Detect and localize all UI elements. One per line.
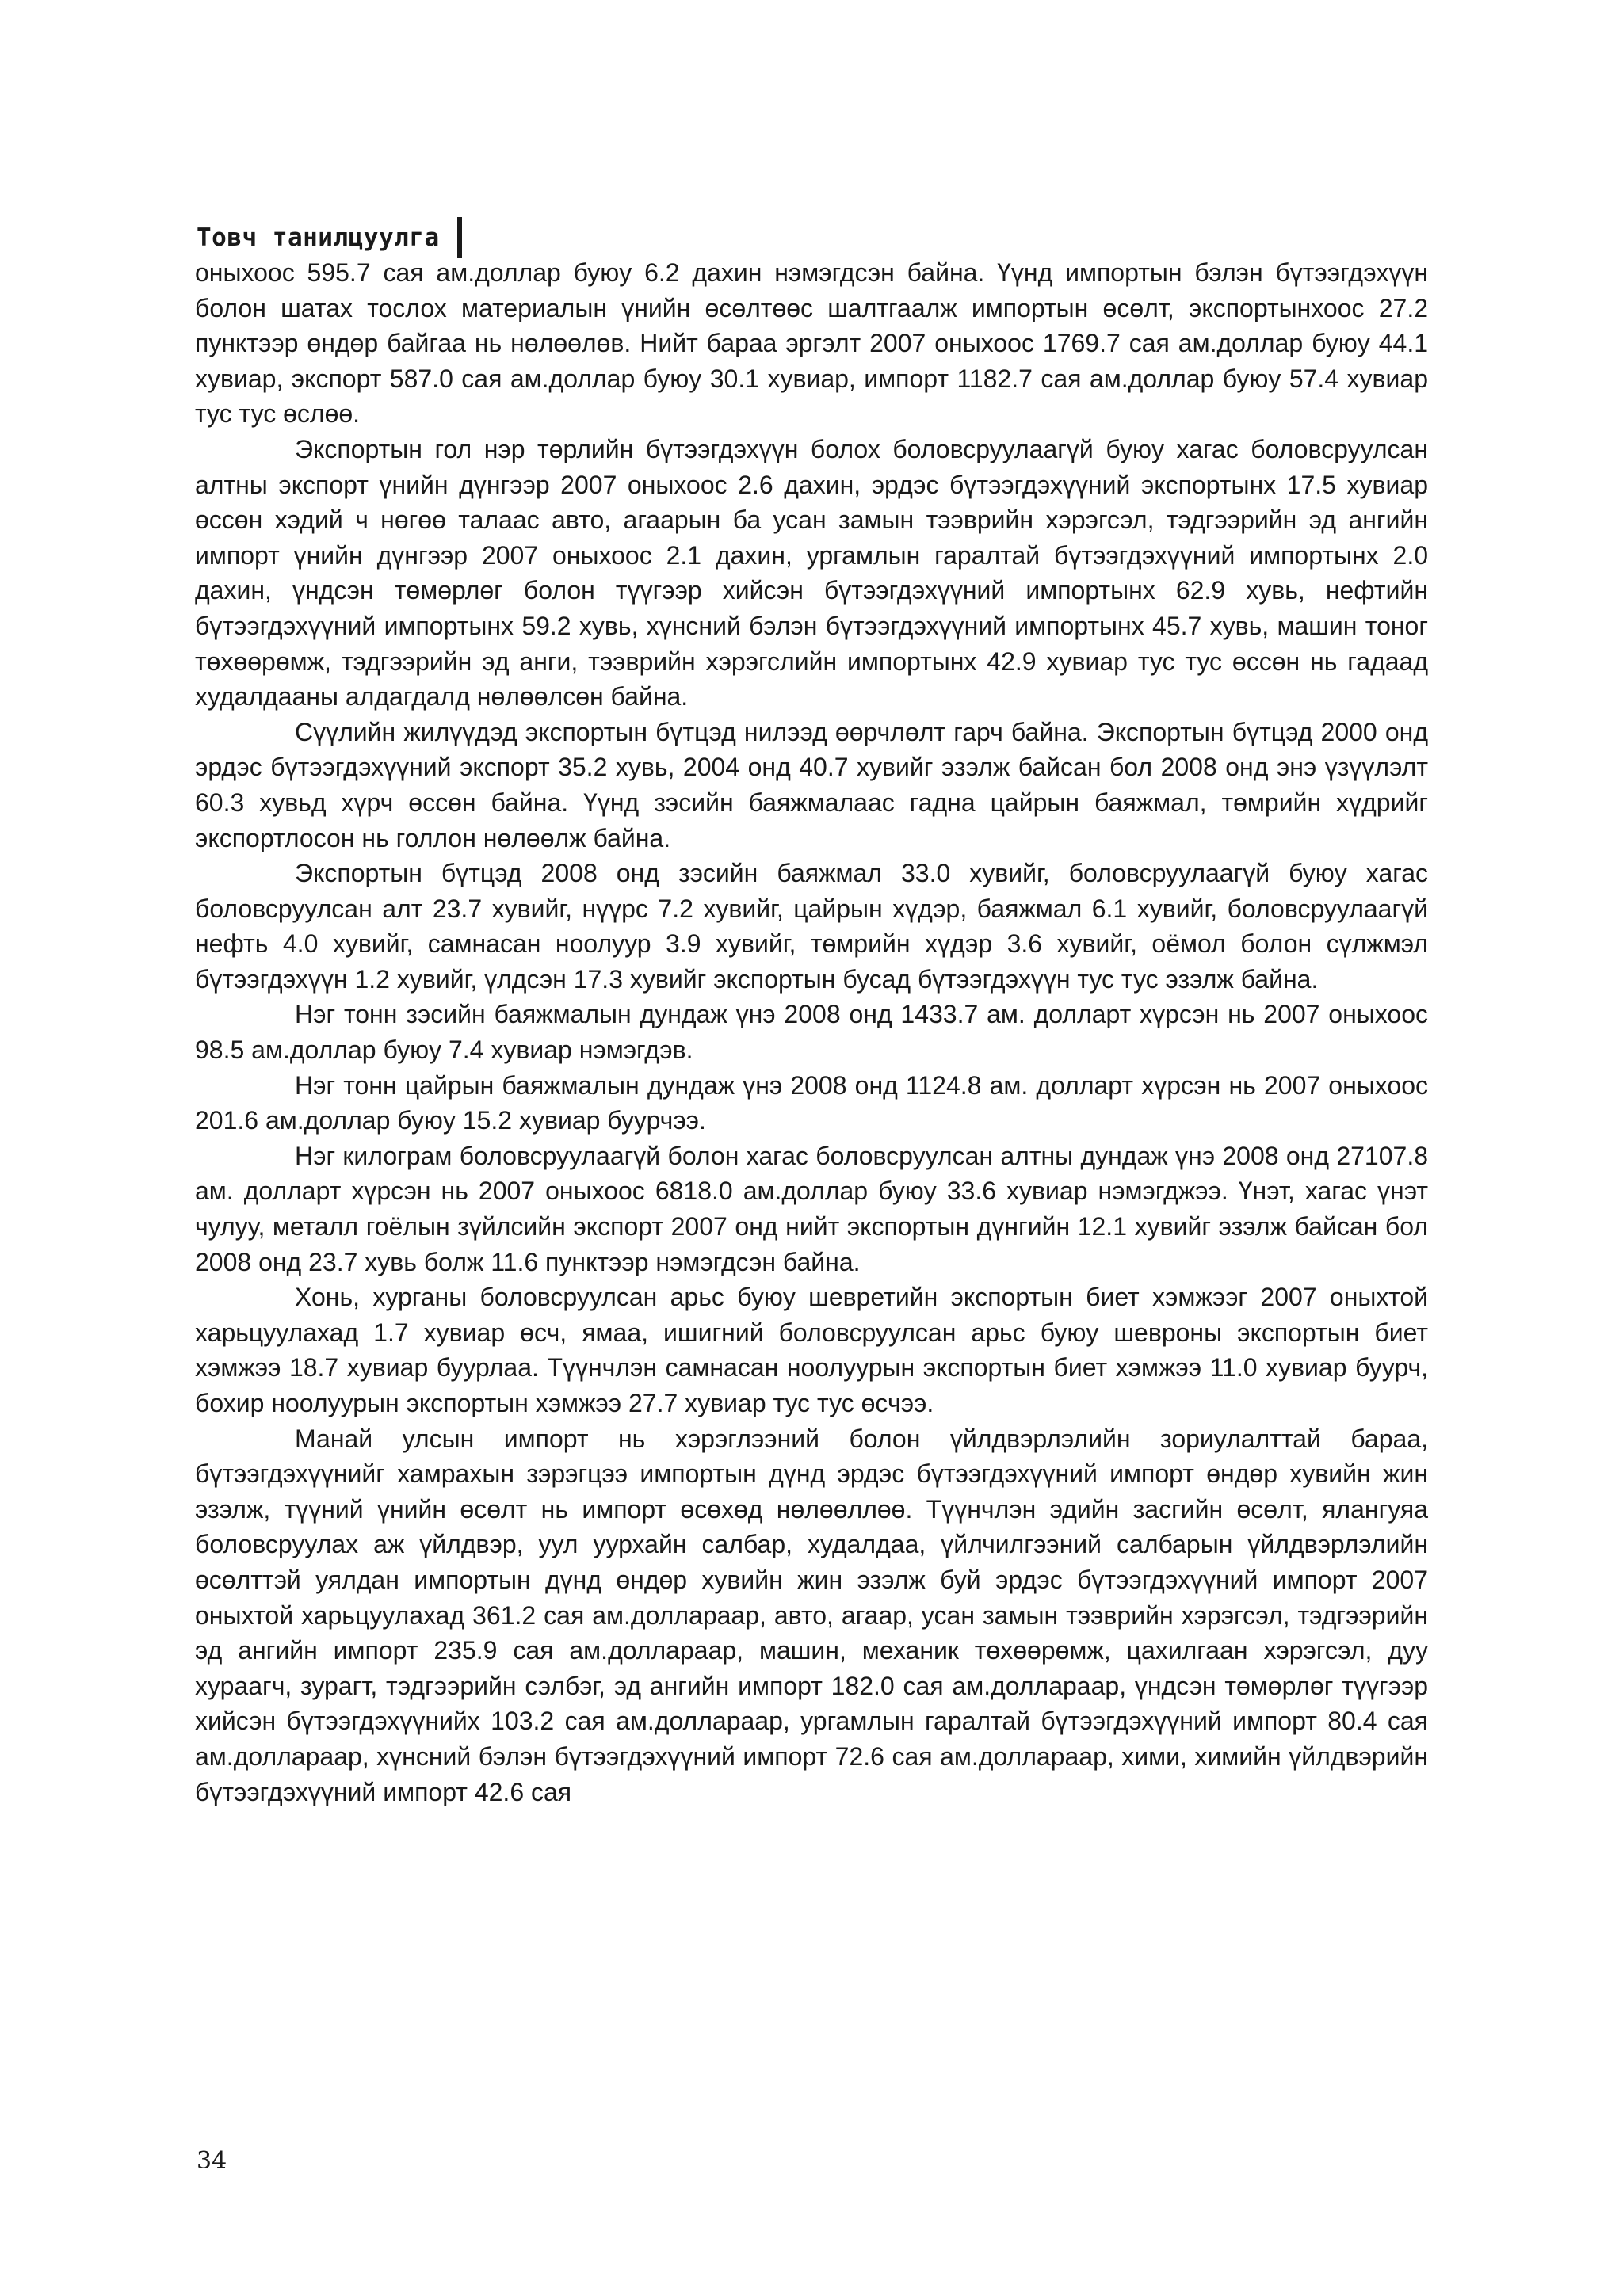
paragraph-continuation: оныхоос 595.7 сая ам.доллар буюу 6.2 дахин нэмэгдсэн байна. Үүнд импортын бэлэн бүтээгдэхүүн болон шатах тослох материалын үнийн өсөлтөөс шалтгаалж импортын өсөлт, экспортынхоос 27.2 пунктээр өндөр байгаа нь нөлөөлөв. Нийт бараа эргэлт 2007 оныхоос 1769.7 сая ам.доллар буюу 44.1 хувиар, экспорт 587.0 сая ам.доллар буюу 30.1 хувиар, импорт 1182.7 сая ам.доллар буюу 57.4 хувиар тус тус өслөө. — [195, 258, 1428, 429]
paragraph: Сүүлийн жилүүдэд экспортын бүтцэд нилээд өөрчлөлт гарч байна. Экспортын бүтцэд 2000 онд эрдэс бүтээгдэхүүний экспорт 35.2 хувь, 2004 онд 40.7 хувийг эзэлж байсан бол 2008 онд энэ үзүүлэлт 60.3 хувьд хүрч өссөн байна. Үүнд зэсийн баяжмалаас гадна цайрын баяжмал, төмрийн хүдрийг экспортлосон нь голлон нөлөөлж байна. — [195, 717, 1428, 852]
paragraph: Манай улсын импорт нь хэрэглээний болон үйлдвэрлэлийн зориулалттай бараа, бүтээгдэхүүнийг хамрахын зэрэгцээ импортын дүнд эрдэс бүтээгдэхүүний импорт өндөр хувийн жин эзэлж, түүний үнийн өсөлт нь импорт өсөхөд нөлөөллөө. Түүнчлэн эдийн засгийн өсөлт, ялангуяа боловсруулах аж үйлдвэр, уул уурхайн салбар, худалдаа, үйлчилгээний салбарын үйлдвэрлэлийн өсөлттэй уялдан импортын дүнд өндөр хувийн жин эзэлж буй эрдэс бүтээгдэхүүний импорт 2007 оныхтой харьцуулахад 361.2 сая ам.доллараар, авто, агаар, усан замын тээврийн хэрэгсэл, тэдгээрийн эд ангийн импорт 235.9 сая ам.доллараар, машин, механик төхөөрөмж, цахилгаан хэрэгсэл, дуу хураагч, зурагт, тэдгээрийн сэлбэг, эд ангийн импорт 182.0 сая ам.доллараар, үндсэн төмөрлөг түүгээр хийсэн бүтээгдэхүүнийх 103.2 сая ам.доллараар, ургамлын гаралтай бүтээгдэхүүний импорт 80.4 сая ам.доллараар, хүнсний бэлэн бүтээгдэхүүний импорт 72.6 сая ам.доллараар, хими, химийн үйлдвэрийн бүтээгдэхүүний импорт 42.6 сая — [195, 1424, 1428, 1806]
paragraph: Нэг тонн цайрын баяжмалын дундаж үнэ 2008 онд 1124.8 ам. долларт хүрсэн нь 2007 оныхоос 201.6 ам.доллар буюу 15.2 хувиар буурчээ. — [195, 1070, 1428, 1135]
paragraph: Нэг килограм боловсруулаагүй болон хагас боловсруулсан алтны дундаж үнэ 2008 онд 27107.8 ам. долларт хүрсэн нь 2007 оныхоос 6818.0 ам.доллар буюу 33.6 хувиар нэмэгджээ. Үнэт, хагас үнэт чулуу, металл гоёлын зүйлсийн экспорт 2007 онд нийт экспортын дүнгийн 12.1 хувийг эзэлж байсан бол 2008 онд 23.7 хувь болж 11.6 пунктээр нэмэгдсэн байна. — [195, 1141, 1428, 1276]
paragraph: Экспортын бүтцэд 2008 онд зэсийн баяжмал 33.0 хувийг, боловсруулаагүй буюу хагас боловсруулсан алт 23.7 хувийг, нүүрс 7.2 хувийг, цайрын хүдэр, баяжмал 6.1 хувийг, боловсруулаагүй нефть 4.0 хувийг, самнасан ноолуур 3.9 хувийг, төмрийн хүдэр 3.6 хувийг, оёмол болон сүлжмэл бүтээгдэхүүн 1.2 хувийг, үлдсэн 17.3 хувийг экспортын бусад бүтээгдэхүүн тус тус эзэлж байна. — [195, 859, 1428, 994]
body-text — [195, 255, 1428, 1810]
paragraph: Экспортын гол нэр төрлийн бүтээгдэхүүн болох боловсруулаагүй буюу хагас боловсруулсан алтны экспорт үнийн дүнгээр 2007 оныхоос 2.6 дахин, эрдэс бүтээгдэхүүний экспортынх 17.5 хувиар өссөн хэдий ч нөгөө талаас авто, агаарын ба усан замын тээврийн хэрэгсэл, тэдгээрийн эд ангийн импорт үнийн дүнгээр 2007 оныхоос 2.1 дахин, ургамлын гаралтай бүтээгдэхүүний импортынх 2.0 дахин, үндсэн төмөрлөг болон түүгээр хийсэн бүтээгдэхүүний импортынх 62.9 хувь, нефтийн бүтээгдэхүүний импортынх 59.2 хувь, хүнсний бэлэн бүтээгдэхүүний импортынх 45.7 хувь, машин тоног төхөөрөмж, тэдгээрийн эд анги, тээврийн хэрэгслийн импортынх 42.9 хувиар тус тус өссөн нь гадаад худалдааны алдагдалд нөлөөлсөн байна. — [195, 434, 1428, 711]
running-header — [197, 215, 462, 260]
running-header-title: Товч танилцуулга — [197, 223, 440, 252]
page-number: 34 — [197, 2147, 227, 2175]
header-divider-bar — [457, 217, 462, 258]
paragraph: Нэг тонн зэсийн баяжмалын дундаж үнэ 2008 онд 1433.7 ам. долларт хүрсэн нь 2007 оныхоос 98.5 ам.доллар буюу 7.4 хувиар нэмэгдэв. — [195, 1000, 1428, 1065]
paragraph: Хонь, хурганы боловсруулсан арьс буюу шевретийн экспортын биет хэмжээг 2007 оныхтой харьцуулахад 1.7 хувиар өсч, ямаа, ишигний боловсруулсан арьс буюу шевроны экспортын биет хэмжээ 18.7 хувиар буурлаа. Түүнчлэн самнасан ноолуурын экспортын биет хэмжээ 11.0 хувиар буурч, бохир ноолуурын экспортын хэмжээ 27.7 хувиар тус тус өсчээ. — [195, 1283, 1428, 1417]
